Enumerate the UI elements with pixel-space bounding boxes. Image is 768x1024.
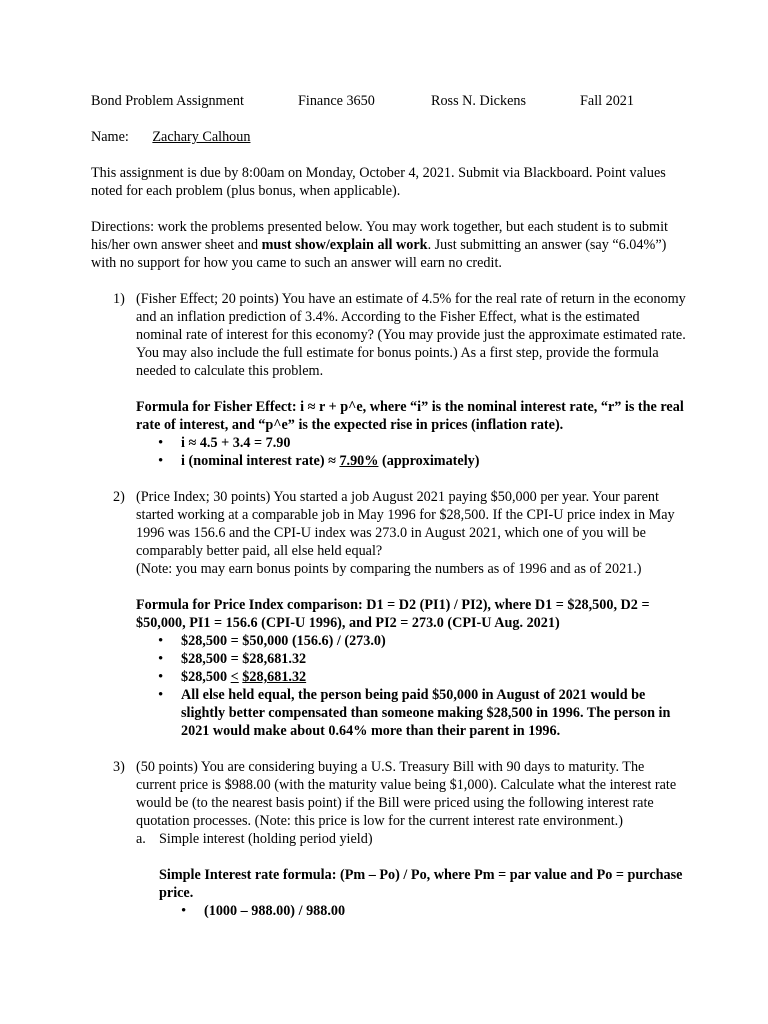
answer-bullet: • $28,500 = $28,681.32 [136, 650, 686, 668]
less-than-symbol: < [230, 669, 239, 685]
question-1 [91, 290, 686, 380]
answer-bullet: • $28,500 = $50,000 (156.6) / (273.0) [136, 632, 686, 650]
name-label: Name: [91, 129, 129, 145]
answer-bullets [91, 632, 686, 740]
answer-bullet [136, 452, 686, 470]
directions-text-1: Directions: work the problems presented below. You may work together, but each student is to submit his/her own answer sheet and [91, 219, 668, 253]
bullet-text: i (nominal interest rate) ≈ [181, 453, 340, 469]
subquestion-letter: a. [136, 831, 146, 847]
instructor-name: Ross N. Dickens [431, 93, 526, 109]
document-page [91, 92, 686, 920]
intro-paragraph: This assignment is due by 8:00am on Monday, October 4, 2021. Submit via Blackboard. Point values noted for each problem (plus bonus, when applicable). [91, 165, 666, 199]
question-number: 1) [113, 291, 125, 307]
question-2 [91, 488, 686, 578]
underlined-answer: 7.90% [339, 453, 379, 469]
answer-bullet: • (1000 – 988.00) / 988.00 [159, 902, 686, 920]
bullet-text: $28,500 [181, 669, 231, 685]
directions-emphasis: must show/explain all work [261, 237, 428, 253]
answer-bullet: • i ≈ 4.5 + 3.4 = 7.90 [136, 434, 686, 452]
answer-bullet: • All else held equal, the person being paid $50,000 in August of 2021 would be slightly better compensated than someone making $28,500 in 1996. The person in 2021 would make about 0.64% more than their parent in 1996. [136, 686, 686, 740]
question-number: 3) [113, 759, 125, 775]
answer-formula: Formula for Price Index comparison: D1 = D2 (PI1) / PI2), where D1 = $28,500, D2 = $50,000, PI1 = 156.6 (CPI-U 1996), and PI2 = 273.0 (CPI-U Aug. 2021) [136, 597, 650, 631]
question-text: (Fisher Effect; 20 points) You have an estimate of 4.5% for the real rate of return in the economy and an inflation prediction of 3.4%. According to the Fisher Effect, what is the estimated nominal rate of interest for this economy? (You may provide just the approximate estimated rate. You may also include the full estimate for bonus points.) As a first step, provide the formula needed to calculate this problem. [136, 291, 686, 379]
subquestion-text: Simple interest (holding period yield) [159, 831, 373, 847]
answer-formula: Formula for Fisher Effect: i ≈ r + p^e, where “i” is the nominal interest rate, “r” is the real rate of interest, and “p^e” is the expected rise in prices (inflation rate). [136, 399, 684, 433]
question-text: (50 points) You are considering buying a U.S. Treasury Bill with 90 days to maturity. The current price is $988.00 (with the maturity value being $1,000). Calculate what the interest rate would be (to the nearest basis point) if the Bill were priced using the following interest rate quotation processes. (Note: this price is low for the current interest rate environment.) [136, 759, 677, 829]
term: Fall 2021 [580, 93, 634, 109]
answer-bullets [91, 434, 686, 470]
course-code: Finance 3650 [298, 93, 375, 109]
answer-formula: Simple Interest rate formula: (Pm – Po) / Po, where Pm = par value and Po = purchase price. [159, 867, 683, 901]
student-name-text: Zachary Calhoun [152, 129, 251, 145]
question-3a [91, 830, 686, 848]
question-note: (Note: you may earn bonus points by comparing the numbers as of 1996 and as of 2021.) [136, 561, 642, 577]
question-text: (Price Index; 30 points) You started a job August 2021 paying $50,000 per year. Your parent started working at a comparable job in May 1996 for $28,500. If the CPI-U price index in May 1996 was 156.6 and the CPI-U index was 273.0 in August 2021, which one of you will be comparably better paid, all else held equal? [136, 489, 675, 559]
bullet-text: (approximately) [378, 453, 480, 469]
answer-bullets [91, 902, 686, 920]
student-name [132, 128, 280, 146]
answer-bullet [136, 668, 686, 686]
document-header [91, 92, 686, 110]
directions-paragraph [91, 218, 686, 272]
question-number: 2) [113, 489, 125, 505]
question-3 [91, 758, 686, 830]
name-line [91, 128, 686, 146]
assignment-title: Bond Problem Assignment [91, 93, 244, 109]
underlined-answer: $28,681.32 [242, 669, 307, 685]
directions-text-2: . Just submitting an answer (say “6.04%”) with no support for how you came to such an answer will earn no credit. [91, 237, 667, 271]
